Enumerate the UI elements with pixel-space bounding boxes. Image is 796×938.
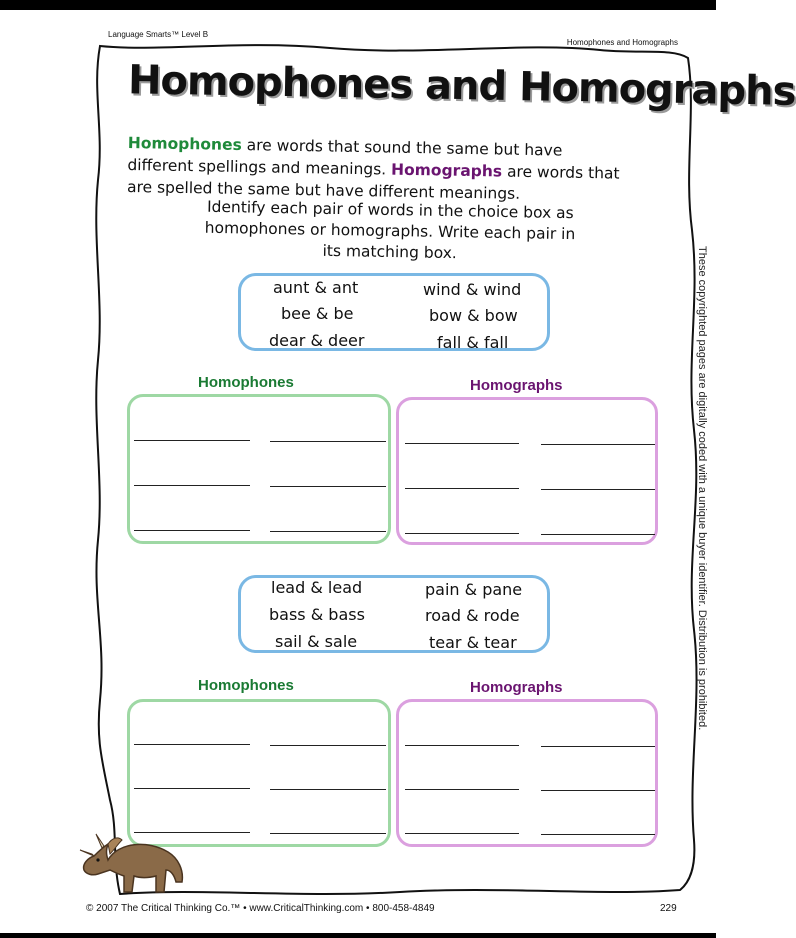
word-pair: road & rode [425,606,520,625]
definition-homographs: are words that are spelled the same but have different meanings. [126,162,620,203]
answer-line[interactable] [541,834,655,835]
answer-line[interactable] [405,488,519,489]
answer-line[interactable] [541,489,655,490]
triceratops-illustration [78,830,188,900]
word-pair: lead & lead [271,578,363,597]
instructions: Identify each pair of words in the choice box as homophones or homographs. Write each pair in its matching box. [204,197,576,263]
answer-line[interactable] [134,530,250,531]
term-homographs: Homographs [390,160,503,181]
homographs-answer-box-2 [396,699,658,847]
answer-line[interactable] [134,788,250,789]
header-series-label: Language Smarts™ Level B [108,30,209,39]
word-pair: sail & sale [275,632,358,651]
answer-line[interactable] [134,485,250,486]
word-pair: wind & wind [423,280,522,299]
answer-line[interactable] [405,833,519,834]
answer-line[interactable] [270,833,386,834]
word-pair: tear & tear [429,633,517,652]
header-topic-label: Homophones and Homographs [566,38,678,47]
term-homophones: Homophones [127,133,242,154]
answer-line[interactable] [541,746,655,747]
word-pair: fall & fall [437,333,509,352]
homophones-answer-box-1 [127,394,391,544]
page-number: 229 [660,903,677,914]
word-pair: bass & bass [269,605,365,624]
word-pair: aunt & ant [273,278,359,297]
footer-copyright: © 2007 The Critical Thinking Co.™ • www.CriticalThinking.com • 800-458-4849 [86,903,435,914]
choice-box-2 [238,575,550,653]
answer-line[interactable] [541,534,655,535]
answer-line[interactable] [270,745,386,746]
answer-line[interactable] [270,486,386,487]
answer-line[interactable] [405,533,519,534]
label-homographs: Homographs [470,377,563,394]
word-pair: pain & pane [425,580,523,599]
homographs-answer-box-1 [396,397,658,545]
word-pair: bow & bow [429,306,518,325]
answer-line[interactable] [405,789,519,790]
answer-line[interactable] [270,531,386,532]
word-pair: dear & deer [269,331,365,350]
intro-paragraph [127,132,628,207]
bottom-border-bar [0,933,716,938]
answer-line[interactable] [134,440,250,441]
page-title: Homophones and Homographs [127,57,796,115]
answer-line[interactable] [270,789,386,790]
answer-line[interactable] [541,444,655,445]
answer-line[interactable] [405,745,519,746]
homophones-answer-box-2 [127,699,391,847]
answer-line[interactable] [541,790,655,791]
label-homophones: Homophones [198,374,294,391]
answer-line[interactable] [270,441,386,442]
answer-line[interactable] [405,443,519,444]
copyright-side-note: These copyrighted pages are digitally coded with a unique buyer identifier. Distribution is prohibited. [696,246,708,731]
answer-line[interactable] [134,744,250,745]
word-pair: bee & be [281,304,354,323]
definition-homophones: are words that sound the same but have different spellings and meanings. [127,135,563,179]
label-homophones: Homophones [198,677,294,694]
label-homographs: Homographs [470,679,563,696]
choice-box-1 [238,273,550,351]
